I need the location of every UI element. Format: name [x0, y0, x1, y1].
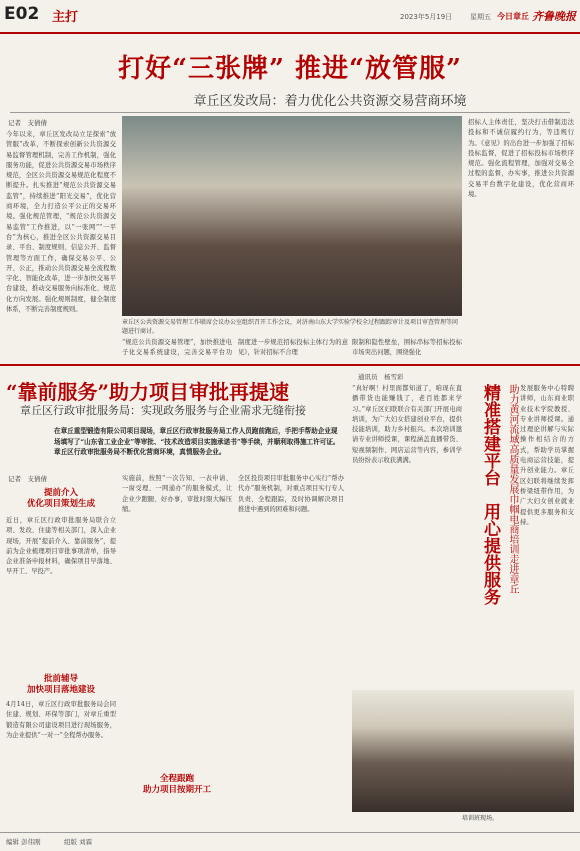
story2-body-b: 4月14日，章丘区行政审批服务局会同住建、规划、环保等部门，对章丘重型锻造有限公司建设项目进行现场服务，为企业提供“一对一”全程帮办服务。 — [6, 701, 116, 739]
story1-rule — [10, 112, 570, 113]
masthead-bar — [0, 0, 580, 34]
story3-body: “真好啊！村里面都知道了，咱现在直播带货也能赚钱了，老百姓都来学习。”章丘区妇联联合有关部门开展电商培训，为广大妇女搭建创业平台，提供技能培训，助力乡村振兴。本次培训邀请专业讲师授课，课程涵盖直播带货、短视频制作、网店运营等内容，参训学员纷纷表示收获满满。 — [352, 385, 462, 465]
story2-subhead1: 提前介入 优化项目策划生成 — [26, 488, 95, 509]
footer-rule — [0, 832, 580, 833]
story2-body-c: 实施前，按照“一次告知、一表申请、一窗受理、一网通办”的服务模式，让企业少跑腿、好办事，审批时限大幅压缩。 — [122, 475, 232, 513]
story1-byline: 记者 支倩倩 — [8, 119, 47, 127]
story1-subheadline: 章丘区发改局：着力优化公共资源交易营商环境 — [193, 94, 467, 109]
newspaper-logo: 齐鲁晚报 — [532, 10, 576, 23]
story3-byline: 通讯员 杨雪彩 — [358, 373, 404, 381]
story1-col2: “规范公共资源交易管理”，加快推进电子化交易系统建设，完善交易平台功 — [122, 339, 232, 357]
story1-col5: 制度进一步规范招标投标主体行为的意见》，针对招标不合理 — [238, 339, 348, 357]
story3-vertical-title: 精准搭建平台 用心提供服务 — [480, 384, 500, 605]
training-photo — [352, 690, 574, 812]
story2-subhead2: 批前辅导 加快项目落地建设 — [26, 674, 95, 695]
story2-body-a: 近日，章丘区行政审批服务局联合立项、发改、住建等相关部门，深入企业现场，开展“提前介入、靠前服务”，提前为企业梳理项目审批事项清单，指导企业准备申报材料，确保项目早落地、早开工、早投产。 — [6, 517, 116, 576]
section-name: 主打 — [52, 10, 79, 25]
edition-name: 今日章丘 — [497, 12, 529, 21]
story1-col4: 招标人主体责任，坚决打击借制违法投标和不诚信履约行为，等违规行为。《意见》的出台进一步加强了招标投标监督，促进了招标投标市场秩序规范。强化流程管理，加强对交易全过程的监督，办实事，推进公共资源交易平台数字化建设，优化营商环境。 — [468, 119, 574, 199]
meeting-photo — [122, 116, 462, 316]
story1-headline: 打好“三张牌” 推进“放管服” — [118, 54, 462, 84]
story2-lead: 在章丘重型锻造有限公司项目现场，章丘区行政审批服务局工作人员跑前跑后，手把手帮助企业现场填写了“山东省工业企业”等审批、“技术改造项目实施承诺书”等手续，并顺利取得施工许可证。章丘区行政审批服务局不断优化营商环境，真情服务企业。 — [54, 427, 340, 456]
story3-vertical-subtitle: 助力黄河流域高质量发展巾帼电商培训走进章丘 — [507, 384, 518, 594]
issue-date: 2023年5月19日 — [400, 13, 453, 21]
story3-right-col: 发展服务中心特聘讲师，山东商业职业技术学院教授、专业讲师授课。通过理论讲解与实际操作相结合的方式，帮助学员掌握电商运营技能，提升创业能力。章丘区妇联将继续发挥桥梁纽带作用，为广大妇女创业就业提供更多服务和支持。 — [520, 385, 574, 526]
story2-body-d: 全区投资项目审批服务中心实行“帮办代办”服务机制，对重点项目实行专人负责、全程跟踪，及时协调解决项目推进中遇到的困难和问题。 — [238, 475, 344, 513]
story2-subheadline: 章丘区行政审批服务局：实现政务服务与企业需求无缝衔接 — [20, 404, 306, 417]
story2-headline: “靠前服务”助力项目审批再提速 — [6, 380, 290, 404]
story1-photo-caption: 章丘区公共资源交易管理工作联席会议办公室组织召开工作会议，对济南山东大学实验学校全过程跟踪审计及项目审查管理等问题进行商讨。 — [122, 319, 459, 335]
story2-byline: 记者 支倩倩 — [8, 475, 47, 483]
story1-col1: 今年以来，章丘区发改局立足探索“放管服”改革，不断探索创新公共资源交易监督管理机制，完善工作机制，强化服务功能，促进公共资源交易市场秩序规范，全区公共资源交易规范化程度不断提升。扎实推进“规范公共资源交易监管”，持续推进“阳光交易”，优化营商环境，全力打造公平公正的交易环境。强化规范管理，“规范公共资源交易监管”工作推进，以“一张网”“一平台”为核心，推进全区公共资源交易目录、平台、制度规则、信息公开、监督管理等方面工作，确保交易公平、公开、公正，推动公共资源交易全流程数字化、智能化改革，进一步加快交易平台建设，推动交易服务向标准化、规范化方向发展。强化规则制度，健全制度体系，不断完善制度规则。 — [6, 131, 116, 314]
section-rule — [0, 364, 580, 366]
footer-designer: 组版 刘霖 — [64, 838, 93, 846]
story2-subhead3: 全程跟跑 助力项目按期开工 — [142, 774, 211, 795]
story3-photo-caption: 培训班现场。 — [462, 815, 499, 822]
story1-col6: 限制和隐性壁垒，围标串标等招标投标市场突出问题，围绕强化 — [352, 339, 462, 357]
footer-editor: 编辑 彭伟刚 — [6, 838, 41, 846]
issue-weekday: 星期五 — [470, 13, 491, 21]
page-code: E02 — [4, 4, 40, 24]
